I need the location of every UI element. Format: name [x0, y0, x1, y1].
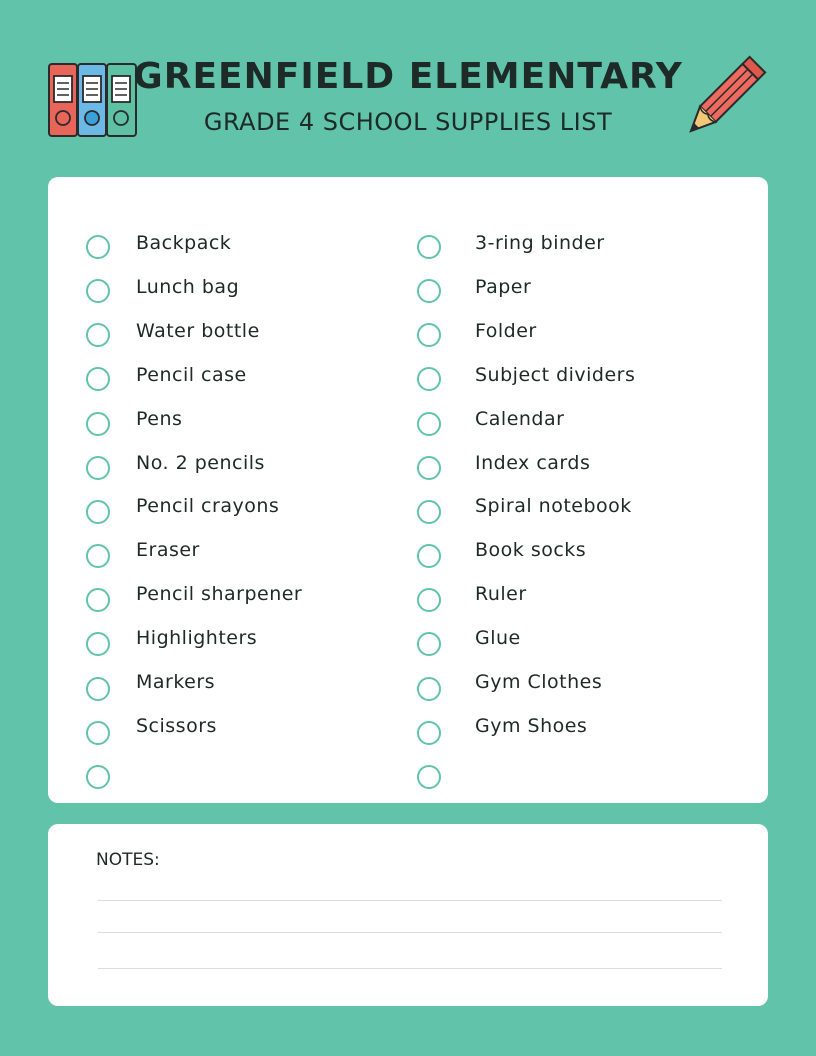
checklist-item[interactable] — [417, 714, 717, 747]
checklist-item-label: Highlighters — [136, 627, 258, 650]
checkbox-circle[interactable] — [417, 677, 441, 701]
checklist-item[interactable] — [86, 409, 386, 439]
checkbox-circle[interactable] — [86, 500, 110, 524]
checklist-item-label: 3-ring binder — [475, 232, 605, 254]
checklist-item[interactable] — [86, 277, 386, 307]
checklist-item-label: Pencil crayons — [136, 495, 280, 518]
checklist-item-label: Gym Shoes — [475, 714, 588, 737]
checklist-item-label: Pencil case — [136, 363, 247, 386]
checkbox-circle[interactable] — [86, 279, 110, 303]
page-title: GREENFIELD ELEMENTARY — [133, 56, 683, 97]
checklist-item-label: Eraser — [136, 539, 200, 562]
checklist-item-label: No. 2 pencils — [136, 451, 265, 474]
checkbox-circle[interactable] — [86, 235, 110, 259]
checklist-item[interactable] — [86, 541, 386, 571]
checkbox-circle[interactable] — [86, 765, 110, 789]
checklist-item[interactable] — [417, 453, 717, 483]
checklist-item-label: Calendar — [475, 407, 565, 430]
checklist-item[interactable] — [417, 321, 717, 351]
notes-label: NOTES: — [96, 850, 160, 870]
checklist-item-label: Subject dividers — [475, 363, 636, 386]
checklist-card — [48, 177, 768, 803]
checklist-item-label: Lunch bag — [136, 275, 240, 298]
checkbox-circle[interactable] — [417, 456, 441, 480]
checklist-item-label: Ruler — [475, 583, 527, 606]
checklist-item[interactable] — [86, 761, 386, 791]
checklist-item[interactable] — [417, 673, 717, 703]
checklist-item[interactable] — [417, 277, 717, 307]
checkbox-circle[interactable] — [417, 632, 441, 656]
checkbox-circle[interactable] — [417, 412, 441, 436]
checklist-item[interactable] — [417, 409, 717, 439]
checklist-item[interactable] — [417, 629, 717, 659]
checklist-item[interactable] — [86, 629, 386, 659]
checklist-item[interactable] — [86, 673, 386, 703]
checklist-item[interactable] — [86, 233, 386, 263]
checklist-item-label: Folder — [475, 319, 537, 342]
checklist-item-label: Water bottle — [136, 319, 260, 342]
checkbox-circle[interactable] — [86, 367, 110, 391]
checkbox-circle[interactable] — [86, 412, 110, 436]
checkbox-circle[interactable] — [86, 677, 110, 701]
checkbox-circle[interactable] — [417, 323, 441, 347]
checklist-item[interactable] — [86, 497, 386, 527]
checkbox-circle[interactable] — [86, 323, 110, 347]
checklist-item-label: Markers — [136, 671, 216, 693]
checkbox-circle[interactable] — [86, 721, 110, 745]
checklist-item-label: Glue — [475, 627, 521, 650]
checklist-item[interactable] — [417, 761, 717, 791]
checklist-item[interactable] — [417, 233, 717, 263]
checklist-item[interactable] — [417, 585, 717, 615]
checklist-item[interactable] — [86, 585, 386, 615]
checklist-item[interactable] — [417, 541, 717, 571]
checkbox-circle[interactable] — [417, 279, 441, 303]
pencil-icon — [676, 54, 768, 146]
checklist-item[interactable] — [86, 321, 386, 351]
checkbox-circle[interactable] — [417, 500, 441, 524]
checkbox-circle[interactable] — [417, 235, 441, 259]
note-line[interactable] — [98, 900, 722, 901]
checklist-item[interactable] — [86, 365, 386, 395]
checkbox-circle[interactable] — [417, 765, 441, 789]
checklist-item-label: Index cards — [475, 451, 591, 474]
header — [0, 0, 816, 170]
checklist-item-label: Gym Clothes — [475, 671, 603, 693]
checkbox-circle[interactable] — [417, 544, 441, 568]
checklist-item[interactable] — [86, 453, 386, 483]
checklist-item-label: Book socks — [475, 539, 587, 562]
checklist-item-label: Spiral notebook — [475, 495, 632, 518]
checkbox-circle[interactable] — [86, 588, 110, 612]
checkbox-circle[interactable] — [86, 632, 110, 656]
checklist-item-label: Pencil sharpener — [136, 583, 303, 606]
checklist-item-label: Pens — [136, 407, 183, 430]
checkbox-circle[interactable] — [86, 544, 110, 568]
page-subtitle: GRADE 4 SCHOOL SUPPLIES LIST — [203, 108, 613, 136]
note-line[interactable] — [98, 932, 722, 933]
checkbox-circle[interactable] — [86, 456, 110, 480]
checklist-item[interactable] — [86, 714, 386, 747]
checklist-item-label: Paper — [475, 275, 532, 298]
checklist-item-label: Scissors — [136, 714, 217, 737]
checklist-item[interactable] — [417, 497, 717, 527]
checklist-item-label: Backpack — [136, 232, 232, 254]
checklist-item[interactable] — [417, 365, 717, 395]
checkbox-circle[interactable] — [417, 367, 441, 391]
checkbox-circle[interactable] — [417, 588, 441, 612]
checkbox-circle[interactable] — [417, 721, 441, 745]
note-line[interactable] — [98, 968, 722, 969]
